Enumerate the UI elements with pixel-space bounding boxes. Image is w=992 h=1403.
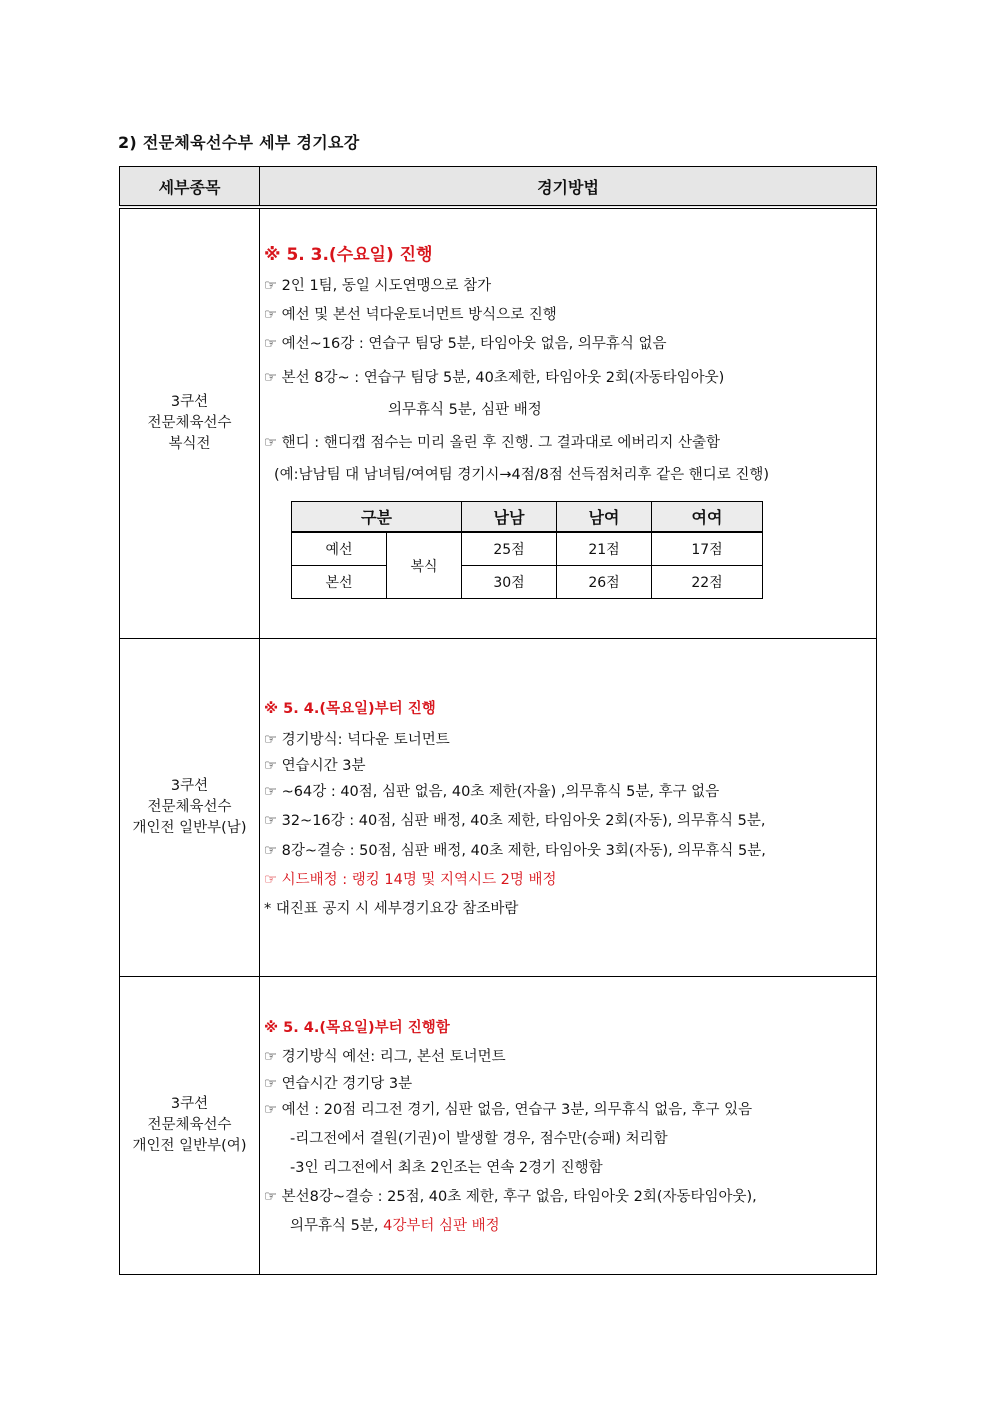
table-row [120, 638, 877, 976]
category-line: 개인전 일반부(남) [132, 819, 247, 836]
handicap-row [292, 566, 763, 599]
category-line: 전문체육선수 [147, 1116, 232, 1133]
rule-text: 의무휴식 5분, [290, 1217, 384, 1234]
handicap-value: 22점 [652, 566, 763, 599]
category-line: 3쿠션 [170, 1095, 209, 1112]
handicap-header-ff: 여여 [652, 502, 763, 533]
rule-line: ☞ 예선~16강 : 연습구 팀당 5분, 타임아웃 없음, 의무휴식 없음 [264, 336, 667, 352]
category-cell [120, 638, 260, 976]
category-line: 3쿠션 [170, 393, 209, 410]
handicap-stage: 예선 [292, 532, 387, 566]
rule-line: ☞ 본선8강~결승 : 25점, 40초 제한, 후구 없음, 타임아웃 2회(자동타임아웃), [264, 1188, 757, 1205]
rule-line: ☞ ~64강 : 40점, 심판 없음, 40초 제한(자율) ,의무휴식 5분, 후구 없음 [264, 783, 720, 800]
handicap-stage: 본선 [292, 566, 387, 599]
handicap-value: 26점 [557, 566, 652, 599]
rule-line-continued: -리그전에서 결원(기권)이 발생할 경우, 점수만(승패) 처리함 [290, 1130, 668, 1147]
handicap-value: 25점 [462, 532, 557, 566]
category-line: 전문체육선수 [147, 798, 232, 815]
category-line: 복식전 [168, 435, 211, 452]
rule-line-continued [290, 1214, 500, 1235]
rule-line: ☞ 연습시간 경기당 3분 [264, 1075, 413, 1092]
rule-note: * 대진표 공지 시 세부경기요강 참조바람 [264, 900, 519, 917]
column-header-category: 세부종목 [120, 167, 260, 208]
referee-notice: 4강부터 심판 배정 [383, 1217, 500, 1234]
rule-line-continued: 의무휴식 5분, 심판 배정 [388, 402, 542, 418]
rule-line: ☞ 2인 1팀, 동일 시도연맹으로 참가 [264, 278, 492, 294]
rule-line: ☞ 본선 8강~ : 연습구 팀당 5분, 40초제한, 타임아웃 2회(자동타임아웃) [264, 370, 725, 386]
method-cell [260, 976, 877, 1274]
rule-line: ☞ 경기방식: 넉다운 토너먼트 [264, 731, 450, 748]
category-cell [120, 207, 260, 638]
handicap-row [292, 532, 763, 566]
rule-line: ☞ 연습시간 3분 [264, 757, 366, 774]
handicap-header-division: 구분 [292, 502, 462, 533]
table-row [120, 976, 877, 1274]
rule-line-continued: -3인 리그전에서 최초 2인조는 연속 2경기 진행함 [290, 1159, 603, 1176]
category-line: 3쿠션 [170, 777, 209, 794]
handicap-value: 21점 [557, 532, 652, 566]
rule-example: (예:남남팀 대 남녀팀/여여팀 경기시→4점/8점 선득점처리후 같은 핸디로 진행) [274, 467, 770, 483]
date-notice: ※ 5. 4.(목요일)부터 진행 [264, 700, 436, 717]
handicap-value: 30점 [462, 566, 557, 599]
date-notice: ※ 5. 4.(목요일)부터 진행함 [264, 1019, 450, 1036]
handicap-table [291, 501, 763, 599]
handicap-header-mf: 남여 [557, 502, 652, 533]
handicap-header-row [292, 502, 763, 533]
rule-line: ☞ 경기방식 예선: 리그, 본선 토너먼트 [264, 1048, 506, 1065]
competition-rules-table [119, 166, 877, 1275]
table-row [120, 207, 877, 638]
table-header-row [120, 167, 877, 208]
category-line: 전문체육선수 [147, 414, 232, 431]
seed-notice: ☞ 시드배정 : 랭킹 14명 및 지역시드 2명 배정 [264, 871, 557, 888]
method-cell [260, 207, 877, 638]
rule-line: ☞ 8강~결승 : 50점, 심판 배정, 40초 제한, 타임아웃 3회(자동), 의무휴식 5분, [264, 842, 766, 859]
handicap-header-mm: 남남 [462, 502, 557, 533]
method-cell [260, 638, 877, 976]
rule-line: ☞ 예선 및 본선 넉다운토너먼트 방식으로 진행 [264, 307, 557, 323]
rule-line: ☞ 예선 : 20점 리그전 경기, 심판 없음, 연습구 3분, 의무휴식 없음, 후구 있음 [264, 1101, 753, 1118]
category-line: 개인전 일반부(여) [132, 1137, 247, 1154]
column-header-method: 경기방법 [260, 167, 877, 208]
handicap-type: 복식 [387, 532, 462, 599]
rule-line: ☞ 핸디 : 핸디캡 점수는 미리 올린 후 진행. 그 결과대로 에버리지 산출함 [264, 435, 720, 451]
rule-line: ☞ 32~16강 : 40점, 심판 배정, 40초 제한, 타임아웃 2회(자동), 의무휴식 5분, [264, 812, 766, 829]
handicap-value: 17점 [652, 532, 763, 566]
date-notice: ※ 5. 3.(수요일) 진행 [264, 245, 433, 265]
section-heading: 2) 전문체육선수부 세부 경기요강 [118, 133, 360, 152]
category-cell [120, 976, 260, 1274]
